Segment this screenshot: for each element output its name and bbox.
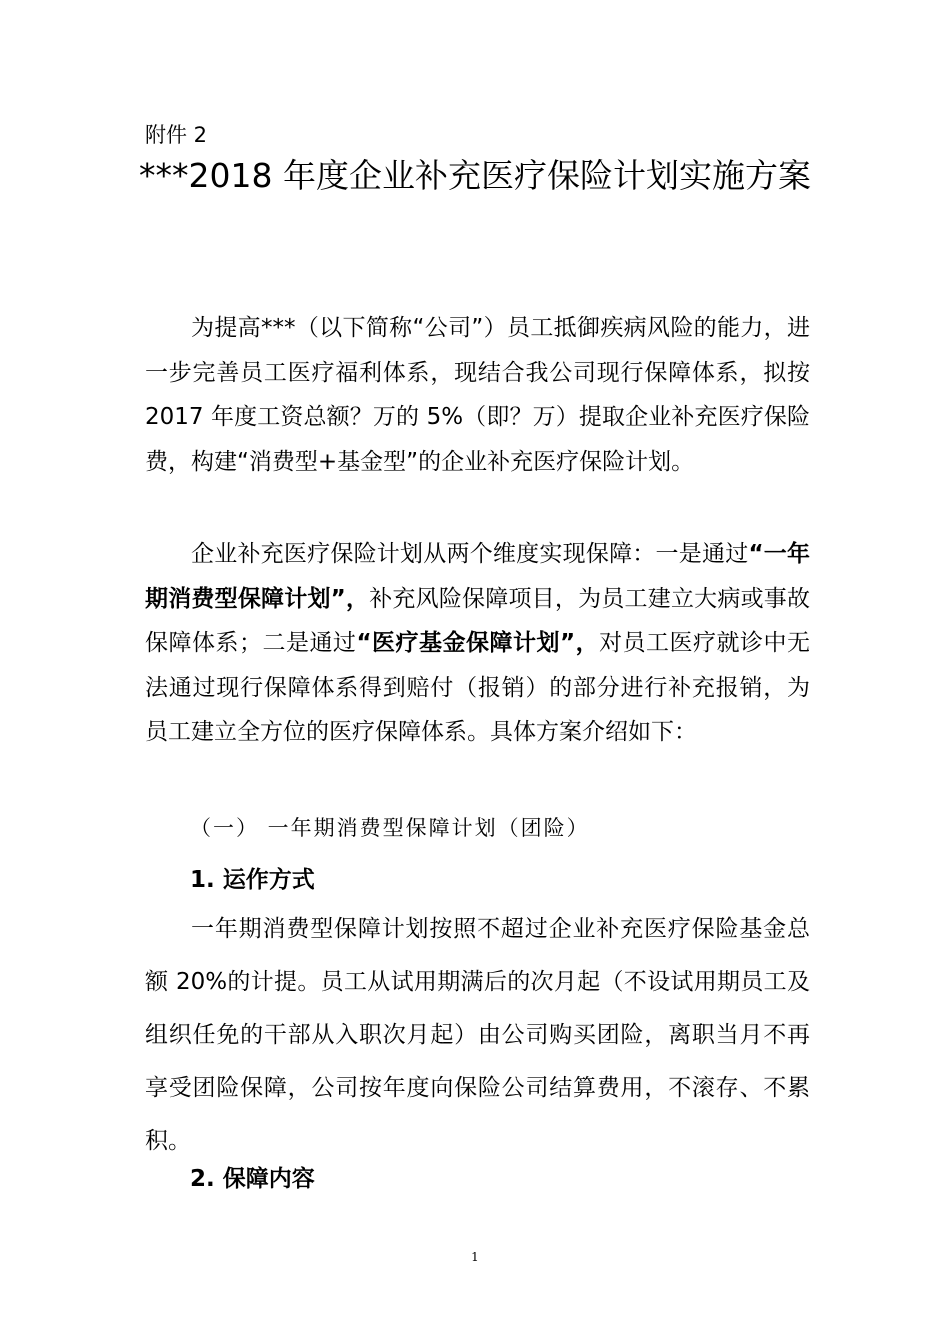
paragraph-intro: 为提高***（以下简称“公司”）员工抵御疾病风险的能力，进一步完善员工医疗福利体系，现结合我公司现行保障体系，拟按 2017 年度工资总额？万的 5%（即？万）提取企业补充医疗保险费，构建“消费型+基金型”的企业补充医疗保险计划。 bbox=[145, 315, 810, 475]
document-title: ***2018 年度企业补充医疗保险计划实施方案 bbox=[139, 156, 811, 195]
paragraph-dimensions bbox=[145, 532, 810, 755]
paragraph-text: 对员工医疗就诊中无法通过现行保障体系得到赔付（报销）的部分进行补充报销，为员工建立全方位的医疗保障体系。具体方案介绍如下： bbox=[145, 630, 811, 745]
paragraph-operation: 一年期消费型保障计划按照不超过企业补充医疗保险基金总额 20%的计提。员工从试用期满后的次月起（不设试用期员工及组织任免的干部从入职次月起）由公司购买团险，离职当月不再享受团险保障，公司按年度向保险公司结算费用，不滚存、不累积。 bbox=[145, 916, 810, 1154]
paragraph-text: 企业补充医疗保险计划从两个维度实现保障：一是通过 bbox=[191, 541, 749, 567]
bold-plan-name: “医疗基金保障计划”， bbox=[356, 630, 600, 656]
subheading-operation: 1. 运作方式 bbox=[190, 867, 315, 893]
paragraph-text: 补充风险保障项目，为员工建立大病或事故保障体系；二是通过 bbox=[145, 585, 810, 656]
bold-plan-name: “一年期消费型保障计划”， bbox=[145, 541, 811, 612]
attachment-label: 附件 2 bbox=[145, 123, 208, 147]
section-heading: （一） 一年期消费型保障计划（团险） bbox=[190, 816, 590, 840]
page-number: 1 bbox=[471, 1250, 479, 1264]
subheading-coverage: 2. 保障内容 bbox=[190, 1166, 315, 1192]
